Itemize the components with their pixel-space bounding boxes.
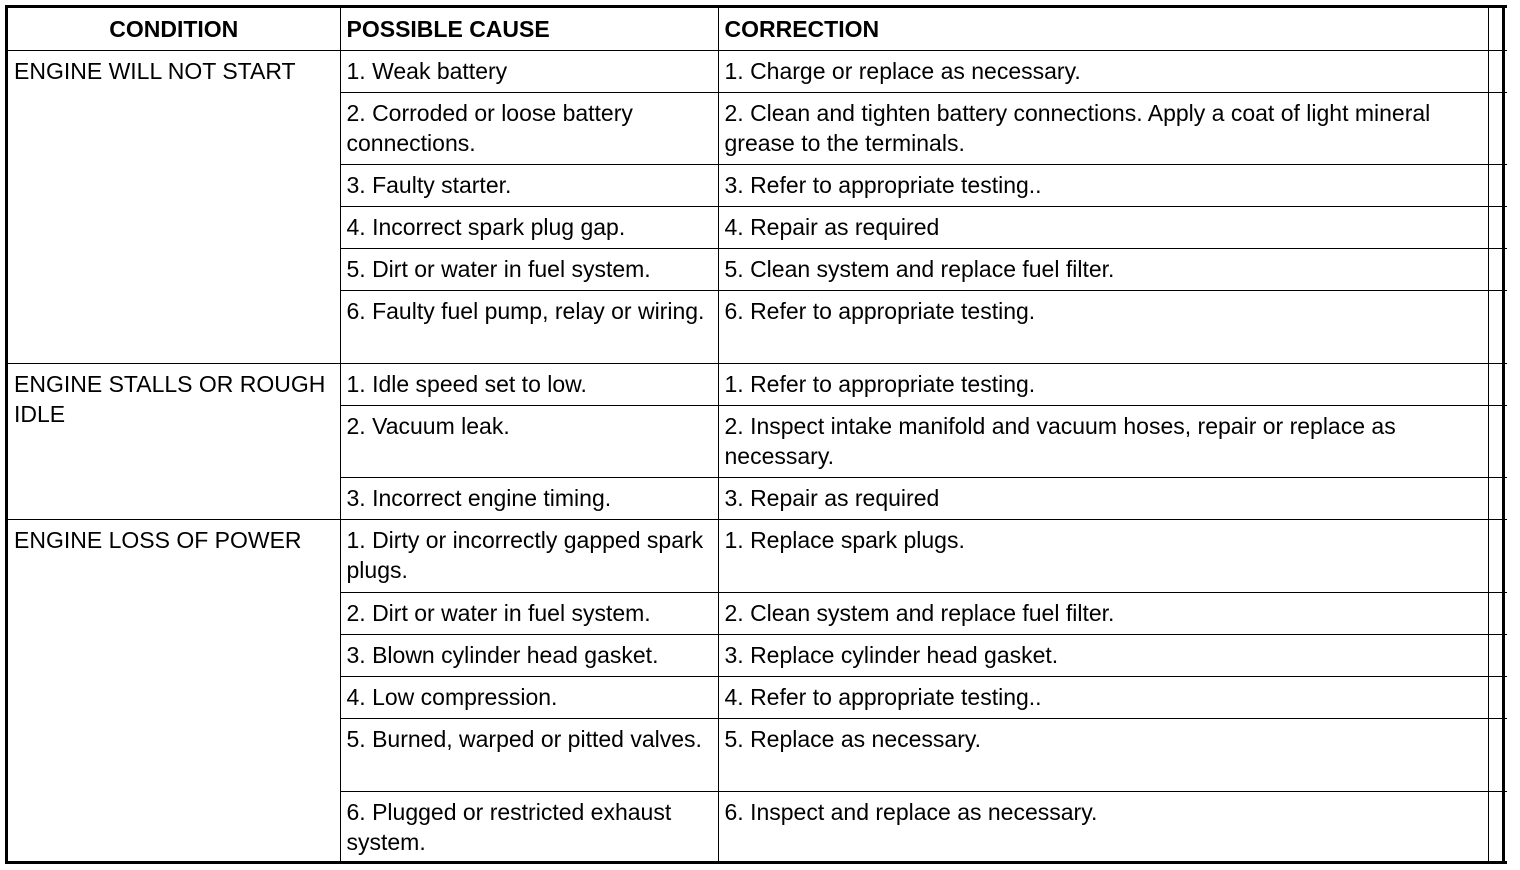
- header-correction: CORRECTION: [718, 8, 1488, 50]
- header-row: [8, 8, 1507, 50]
- possible-cause-cell: 5. Burned, warped or pitted valves.: [340, 719, 718, 791]
- correction-cell: 6. Refer to appropriate testing.: [718, 291, 1488, 363]
- correction-cell: 1. Replace spark plugs.: [718, 520, 1488, 592]
- table-row: [8, 520, 1507, 592]
- possible-cause-cell: 1. Weak battery: [340, 50, 718, 92]
- possible-cause-cell: 6. Faulty fuel pump, relay or wiring.: [340, 291, 718, 363]
- possible-cause-cell: 5. Dirt or water in fuel system.: [340, 249, 718, 291]
- table-body: [8, 50, 1507, 864]
- header-possible-cause: POSSIBLE CAUSE: [340, 8, 718, 50]
- correction-cell: 5. Replace as necessary.: [718, 719, 1488, 791]
- header-condition: CONDITION: [8, 8, 340, 50]
- correction-cell: 5. Clean system and replace fuel filter.: [718, 249, 1488, 291]
- diagnosis-table-frame: [5, 5, 1507, 864]
- correction-cell: 4. Repair as required: [718, 207, 1488, 249]
- correction-cell: 6. Inspect and replace as necessary.: [718, 791, 1488, 863]
- condition-cell: ENGINE LOSS OF POWER: [8, 520, 340, 864]
- correction-cell: 2. Clean system and replace fuel filter.: [718, 592, 1488, 634]
- possible-cause-cell: 2. Vacuum leak.: [340, 405, 718, 477]
- condition-cell: ENGINE WILL NOT START: [8, 50, 340, 363]
- possible-cause-cell: 2. Dirt or water in fuel system.: [340, 592, 718, 634]
- correction-cell: 4. Refer to appropriate testing..: [718, 677, 1488, 719]
- diagnosis-table: [8, 8, 1507, 864]
- possible-cause-cell: 6. Plugged or restricted exhaust system.: [340, 791, 718, 863]
- possible-cause-cell: 3. Incorrect engine timing.: [340, 478, 718, 520]
- correction-cell: 2. Clean and tighten battery connections. Apply a coat of light mineral grease to the terminals.: [718, 92, 1488, 164]
- table-row: [8, 363, 1507, 405]
- possible-cause-cell: 4. Low compression.: [340, 677, 718, 719]
- possible-cause-cell: 1. Dirty or incorrectly gapped spark plugs.: [340, 520, 718, 592]
- correction-cell: 3. Refer to appropriate testing..: [718, 164, 1488, 206]
- table-row: [8, 50, 1507, 92]
- correction-cell: 2. Inspect intake manifold and vacuum hoses, repair or replace as necessary.: [718, 405, 1488, 477]
- correction-cell: 3. Repair as required: [718, 478, 1488, 520]
- right-border-rule: [1502, 5, 1505, 864]
- correction-cell: 1. Charge or replace as necessary.: [718, 50, 1488, 92]
- correction-cell: 3. Replace cylinder head gasket.: [718, 634, 1488, 676]
- possible-cause-cell: 4. Incorrect spark plug gap.: [340, 207, 718, 249]
- possible-cause-cell: 3. Faulty starter.: [340, 164, 718, 206]
- possible-cause-cell: 2. Corroded or loose battery connections.: [340, 92, 718, 164]
- possible-cause-cell: 3. Blown cylinder head gasket.: [340, 634, 718, 676]
- correction-cell: 1. Refer to appropriate testing.: [718, 363, 1488, 405]
- condition-cell: ENGINE STALLS OR ROUGH IDLE: [8, 363, 340, 520]
- possible-cause-cell: 1. Idle speed set to low.: [340, 363, 718, 405]
